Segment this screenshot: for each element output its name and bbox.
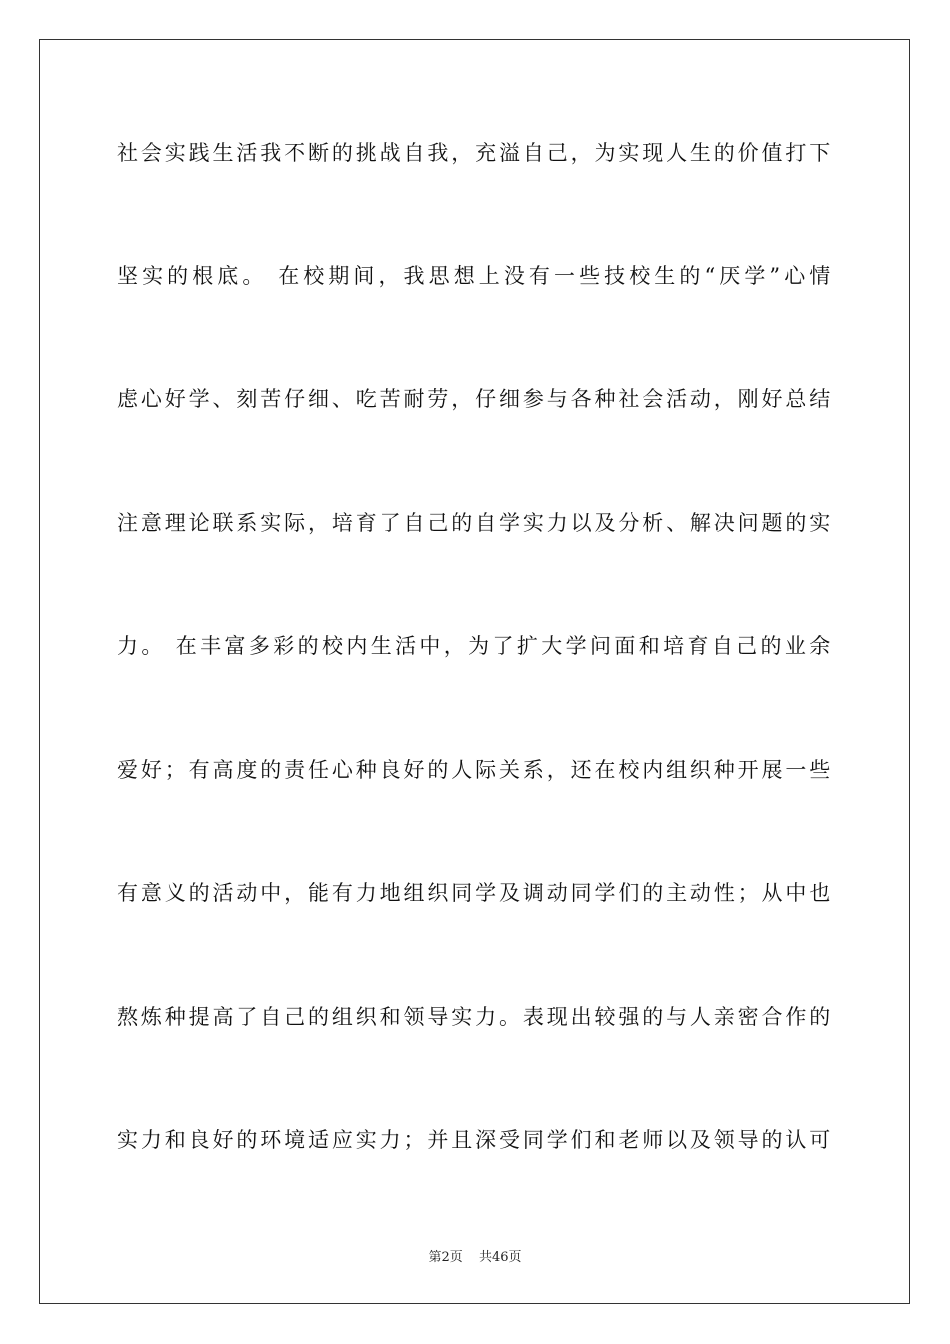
page-number: 第2页 (428, 1250, 463, 1265)
text-line-6: 爱好；有高度的责任心种良好的人际关系，还在校内组织种开展一些 (117, 758, 833, 782)
text-line-8: 熬炼种提高了自己的组织和领导实力。表现出较强的与人亲密合作的 (117, 1005, 833, 1029)
text-line-9: 实力和良好的环境适应实力；并且深受同学们和老师以及领导的认可 (117, 1128, 833, 1152)
page-total: 共46页 (478, 1250, 522, 1265)
text-line-7: 有意义的活动中，能有力地组织同学及调动同学们的主动性；从中也 (117, 881, 833, 905)
page-border (39, 39, 910, 1304)
text-line-4: 注意理论联系实际，培育了自己的自学实力以及分析、解决问题的实 (117, 511, 833, 535)
text-line-1: 社会实践生活我不断的挑战自我，充溢自己，为实现人生的价值打下 (117, 141, 833, 165)
text-line-2: 坚实的根底。 在校期间，我思想上没有一些技校生的“厌学”心情 (117, 264, 833, 288)
text-line-3: 虑心好学、刻苦仔细、吃苦耐劳，仔细参与各种社会活动，刚好总结 (117, 387, 833, 411)
text-line-5: 力。 在丰富多彩的校内生活中，为了扩大学问面和培育自己的业余 (117, 634, 833, 658)
page-footer (0, 1246, 950, 1265)
